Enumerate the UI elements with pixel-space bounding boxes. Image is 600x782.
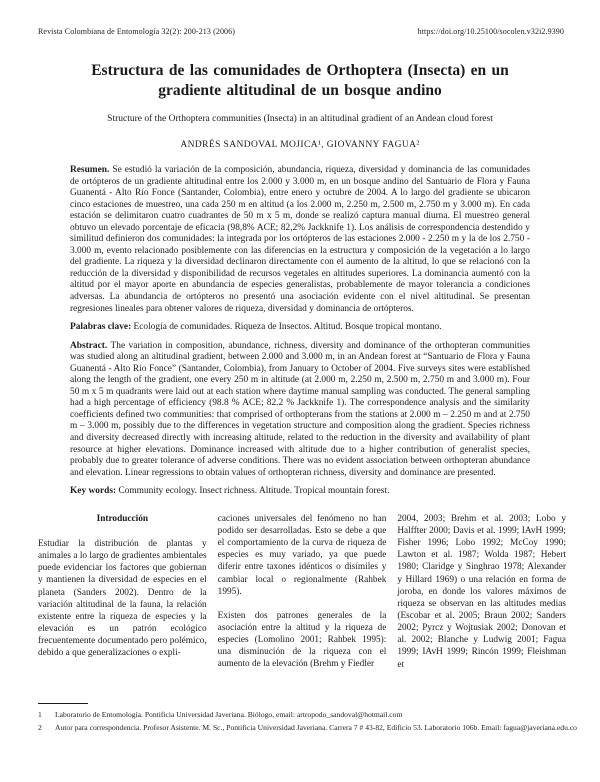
intro-paragraph-col2b: Existen dos patrones generales de la asociación entre la altitud y la riqueza de especies (Lomolino 2001; Rahbek 1995): una disminución de la riqueza con el aumento de la elevación (Brehm y Fiedler [217, 610, 387, 670]
text-column-1 [38, 513, 207, 671]
palabras-clave-label: Palabras clave: [70, 322, 132, 333]
text-column-2 [218, 513, 387, 671]
key-words-text: Community ecology. Insect richness. Altitude. Tropical mountain forest. [118, 486, 390, 497]
text-column-3 [397, 513, 566, 671]
section-heading-introduccion: Introducción [96, 513, 149, 524]
palabras-clave-paragraph [70, 322, 530, 334]
footnote-area [38, 703, 580, 732]
resumen-label: Resumen. [70, 165, 110, 175]
article-title-english: Structure of the Orthoptera communities (Insecta) in an altitudinal gradient of an Andean cloud forest [107, 114, 493, 124]
abstract-label: Abstract. [70, 340, 108, 351]
journal-citation: Revista Colombiana de Entomología 32(2): 200-213 (2006) [38, 27, 236, 36]
article-title-spanish: Estructura de las comunidades de Orthoptera (Insecta) en un gradiente altitudinal de un bosque andino [91, 62, 509, 99]
intro-paragraph-col1: Estudiar la distribución de plantas y animales a lo largo de gradientes ambientales puede evidenciar los factores que gobiernan y mantienen la diversidad de especies en el planeta (Sanders 2002). Dentro de la variación altitudinal de la fauna, la relación existente entre la riqueza de especies y la elevación es un patrón ecológico frecuentemente documentado pero polémico, debido a que generalizaciones o expli- [38, 538, 207, 659]
body-columns [38, 513, 566, 671]
palabras-clave-text: Ecología de comunidades. Riqueza de Insectos. Altitud. Bosque tropical montano. [133, 322, 442, 333]
intro-paragraph-col2a: caciones universales del fenómeno no han podido ser desarrolladas. Esto se debe a que el comportamiento de la curva de riqueza de especies es muy variado, ya que puede diferir entre taxones idénticos o disímiles y cambiar local o regionalmente (Rahbek 1995). [217, 513, 387, 597]
footnote-2-number: 2 [38, 722, 42, 732]
resumen-text: Se estudió la variación de la composición, abundancia, riqueza, diversidad y dominancia de las comunidades de ortópteros de un gradiente altitudinal entre los 2.000 y 3.000 m, en un bosque andino del Santuario de Flora y Fauna Guanentá - Alto Río Fonce (Santander, Colombia), entre enero y octubre de 2004. A lo largo del gradiente se ubicaron cinco estaciones de muestreo, una cada 250 m en altitud (a los 2.000 m, 2.250 m, 2.500 m, 2.750 m y 3.000 m). En cada estación se delimitaron cuatro cuadrantes de 50 m x 5 m, donde se realizó captura manual diurna. El muestreo general obtuvo un elevado porcentaje de eficacia (98,8% ACE; 82,2% Jackknife 1). Los análisis de correspondencia destendido y similitud definieron dos comunidades: la integrada por los ortópteros de las estaciones 2.000 - 2.250 m y la de los 2.750 - 3.000 m, evento relacionado posiblemente con las diferencias en la estructura y composición de la vegetación a lo largo del gradiente. La riqueza y la diversidad declinaron directamente con el aumento de la altitud, lo que se relacionó con la reducción de la diversidad y disponibilidad de recursos vegetales en altitudes superiores. La dominancia aumentó con la altitud por el mayor aporte en abundancia de especies generalistas, probablemente de mayor tolerancia a condiciones adversas. La abundancia de ortópteros no presentó una asociación evidente con el nivel altitudinal. Se presentan regresiones lineales para obtener valores de riqueza, diversidad y dominancia de ortópteros. [70, 165, 530, 314]
abstract-text: The variation in composition, abundance, richness, diversity and dominance of the orthopteran communities was studied along an altitudinal gradient, between 2.000 and 3.000 m, in an Andean forest at “Santuario de Flora y Fauna Guanentá - Alto Río Fonce” (Santander, Colombia), from January to October of 2004. Five surveys sites were established along the length of the gradient, one every 250 m in altitude (at 2.000 m, 2.250 m, 2.500 m, 2.750 m and 3.000 m). Four 50 m x 5 m quadrants were laid out at each station where daytime manual sampling was conducted. The general sampling had a high percentage of efficiency (98.8 % ACE; 82.2 % Jackknife 1). The correspondence analysis and the similarity coefficients defined two communities: that comprised of orthopterans from the stations at 2.000 m – 2.250 m and at 2.750 m – 3.000 m, possibly due to the differences in vegetation structure and composition along the gradient. Species richness and diversity decreased directly with increasing altitude, related to the reduction in the diversity and availability of plant resource at higher elevations. Dominance increased with altitude due to a higher contribution of generalist species, probably due to greater tolerance of adverse conditions. There was no evident association between orthopteran abundance and elevation. Linear regressions to obtain values of orthopteran richness, diversity and dominance are presented. [70, 340, 530, 478]
abstract-paragraph [70, 341, 530, 480]
footnote-1 [38, 710, 580, 720]
key-words-paragraph [70, 486, 530, 498]
footnote-2-text: Autor para correspondencia. Profesor Asistente. M. Sc., Pontificia Universidad Javeriana. Carrera 7 # 43-82, Edificio 53. Laboratorio 106b. Email: fagua@javeriana.edu.co [55, 722, 577, 732]
authors-line: ANDRÉS SANDOVAL MOJICA¹, GIOVANNY FAGUA² [180, 140, 420, 150]
running-head [0, 0, 600, 36]
intro-paragraph-col3: 2004, 2003; Brehm et al. 2003; Lobo y Halffter 2000; Davis et al. 1999; IAvH 1999; Fisher 1996; Lobo 1992; McCoy 1990; Lawton et al. 1987; Wolda 1987; Hebert 1980; Claridge y Singhrao 1978; Alexander y Hillard 1969) o una relación en forma de joroba, en donde los valores máximos de riqueza se observan en las altitudes medias (Escobar et al. 2005; Braun 2002; Sanders 2002; Pyrcz y Wojtusiak 2002; Donovan et al. 2002; Blanche y Ludwig 2001; Fagua 1999; IAvH 1999; Rincón 1999; Fleishman et [397, 513, 567, 670]
resumen-paragraph [70, 165, 530, 315]
footnote-1-number: 1 [38, 710, 42, 719]
abstract-block [70, 165, 530, 498]
doi-text: https://doi.org/10.25100/socolen.v32i2.9390 [417, 27, 564, 36]
footnote-2 [38, 723, 580, 733]
key-words-label: Key words: [70, 486, 117, 497]
footnote-1-text: Laboratorio de Entomología. Pontificia Universidad Javeriana. Biólogo, email: artropodo_sandoval@hotmail.com [55, 710, 403, 719]
footnote-divider [38, 703, 88, 704]
